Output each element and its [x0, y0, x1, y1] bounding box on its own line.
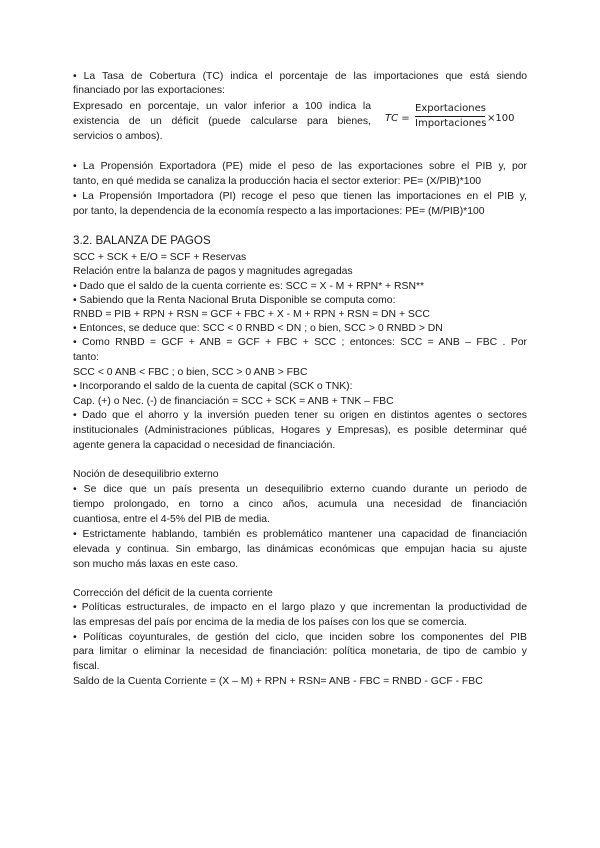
correccion-line-2: las empresas del país por encima de la media de los países con los que se comercia.	[73, 617, 467, 628]
fraction-bar	[415, 116, 485, 117]
balanza-line-8: tanto:	[73, 352, 99, 363]
pi-line-2: por tanto, la dependencia de la economía respecto a las importaciones: PE= (M/PIB)*100	[73, 206, 485, 217]
desequilibrio-line-4: • Estrictamente hablando, también es problemático mantener una capacidad de financiación	[73, 529, 527, 540]
desequilibrio-line-1: • Se dice que un país presenta un desequilibrio externo cuando durante un periodo de	[73, 484, 527, 495]
tc-formula-denominator: Importaciones	[415, 118, 487, 129]
correccion-line-1: • Políticas estructurales, de impacto en el largo plazo y que incrementan la productividad de	[73, 602, 527, 613]
desequilibrio-line-6: son mucho más laxas en este caso.	[73, 559, 239, 570]
balanza-line-5: RNBD = PIB + RPN + RSN = GCF + FBC + X - M + RPN + RSN = DN + SCC	[73, 309, 430, 320]
balanza-line-9: SCC < 0 ANB < FBC ; o bien, SCC > 0 ANB > FBC	[73, 367, 308, 378]
balanza-line-7: • Como RNBD = GCF + ANB = GCF + FBC + SCC ; entonces: SCC = ANB – FBC . Por	[73, 337, 527, 348]
tc-formula-numerator: Exportaciones	[415, 103, 486, 114]
balanza-line-14: agente genera la capacidad o necesidad de financiación.	[73, 440, 336, 451]
tc-line-5: servicios o ambos).	[73, 131, 163, 142]
pe-line-1: • La Propensión Exportadora (PE) mide el peso de las exportaciones sobre el PIB y, por	[73, 161, 527, 172]
balanza-line-11: Cap. (+) o Nec. (-) de financiación = SCC + SCK = ANB + TNK – FBC	[73, 396, 394, 407]
pi-line-1: • La Propensión Importadora (PI) recoge el peso que tienen las importaciones en el PIB y,	[73, 191, 527, 202]
tc-line-2: financiado por las exportaciones:	[73, 85, 225, 96]
correccion-line-4: para limitar o eliminar la necesidad de financiación: política monetaria, de tipo de cambio y	[73, 646, 527, 657]
balanza-line-1: SCC + SCK + E/O = SCF + Reservas	[73, 252, 247, 263]
correccion-line-6: Saldo de la Cuenta Corriente = (X – M) + RPN + RSN= ANB - FBC = RNBD - GCF - FBC	[73, 676, 483, 687]
correccion-heading: Corrección del déficit de la cuenta corriente	[73, 588, 273, 599]
balanza-line-2: Relación entre la balanza de pagos y magnitudes agregadas	[73, 266, 353, 277]
desequilibrio-line-5: elevada y continua. Sin embargo, las dinámicas económicas que empujan hacia su ajuste	[73, 544, 527, 555]
balanza-line-10: • Incorporando el saldo de la cuenta de capital (SCK o TNK):	[73, 381, 353, 392]
section-heading-balanza: 3.2. BALANZA DE PAGOS	[73, 234, 211, 247]
balanza-line-4: • Sabiendo que la Renta Nacional Bruta Disponible se computa como:	[73, 295, 396, 306]
balanza-line-12: • Dado que el ahorro y la inversión pueden tener su origen en distintos agentes o sectores	[73, 410, 527, 421]
tc-line-4: existencia de un déficit (puede calcularse para bienes,	[73, 116, 371, 127]
tc-formula-fraction	[415, 103, 485, 129]
balanza-line-13: institucionales (Administraciones públicas, Hogares y Empresas), es posible determinar qué	[73, 425, 527, 436]
correccion-line-3: • Políticas coyunturales, de gestión del ciclo, que inciden sobre los componentes del PIB	[73, 632, 527, 643]
desequilibrio-line-3: cuantiosa, entre el 4-5% del PIB de media.	[73, 514, 270, 525]
tc-formula-multiplier: ×100	[487, 113, 515, 124]
desequilibrio-line-2: tiempo prolongado, en torno a cinco años, acumula una necesidad de financiación	[73, 499, 527, 510]
tc-line-3: Expresado en porcentaje, un valor inferior a 100 indica la	[73, 101, 371, 112]
tc-line-1: • La Tasa de Cobertura (TC) indica el porcentaje de las importaciones que está siendo	[73, 71, 527, 82]
tc-formula-lhs: TC =	[385, 113, 410, 124]
pe-line-2: tanto, en qué medida se canaliza la producción hacia el sector exterior: PE= (X/PIB)*100	[73, 176, 482, 187]
desequilibrio-heading: Noción de desequilibrio externo	[73, 469, 219, 480]
correccion-line-5: fiscal.	[73, 661, 100, 672]
balanza-line-3: • Dado que el saldo de la cuenta corriente es: SCC = X - M + RPN* + RSN**	[73, 281, 425, 292]
balanza-line-6: • Entonces, se deduce que: SCC < 0 RNBD < DN ; o bien, SCC > 0 RNBD > DN	[73, 323, 443, 334]
